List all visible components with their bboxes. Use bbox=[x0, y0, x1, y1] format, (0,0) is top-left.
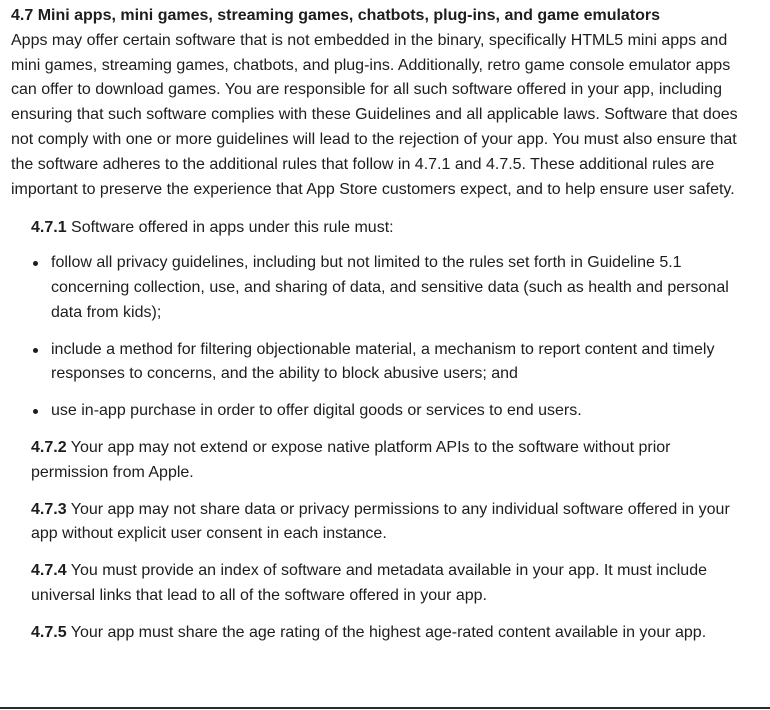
rule-text: Your app may not extend or expose native platform APIs to the software without prior permission from Apple. bbox=[31, 438, 671, 481]
rule-4-7-1-list bbox=[31, 251, 751, 424]
bullet-dot-icon bbox=[33, 261, 38, 266]
guideline-section bbox=[11, 4, 763, 646]
rule-4-7-3 bbox=[31, 498, 751, 548]
rule-text: Software offered in apps under this rule must: bbox=[66, 219, 394, 237]
rule-number: 4.7.5 bbox=[31, 623, 67, 641]
section-intro: Apps may offer certain software that is not embedded in the binary, specifically HTML5 mini apps and mini games, streaming games, chatbots, and plug-ins. Additionally, retro game console emulator apps can offer to download games. You are responsible for all such software offered in your app, including ensuring that such software complies with these Guidelines and all applicable laws. Software that does not comply with one or more guidelines will lead to the rejection of your app. You must also ensure that the software adheres to the additional rules that follow in 4.7.1 and 4.7.5. These additional rules are important to preserve the experience that App Store customers expect, and to help ensure user safety. bbox=[11, 31, 738, 198]
rule-number: 4.7.1 bbox=[31, 219, 67, 237]
list-item-text: use in-app purchase in order to offer digital goods or services to end users. bbox=[51, 402, 582, 420]
bullet-dot-icon bbox=[33, 348, 38, 353]
rule-4-7-2 bbox=[31, 436, 751, 486]
rule-4-7-1 bbox=[31, 216, 751, 241]
subrules bbox=[31, 216, 751, 645]
rule-text: Your app may not share data or privacy permissions to any individual software offered in your app without explicit user consent in each instance. bbox=[31, 500, 730, 543]
list-item bbox=[31, 399, 751, 424]
rule-number: 4.7.4 bbox=[31, 562, 67, 580]
rule-4-7-4 bbox=[31, 559, 751, 609]
list-item bbox=[31, 338, 751, 388]
bullet-dot-icon bbox=[33, 409, 38, 414]
rule-number: 4.7.2 bbox=[31, 438, 67, 456]
list-item-text: include a method for filtering objectionable material, a mechanism to report content and timely responses to concerns, and the ability to block abusive users; and bbox=[51, 340, 715, 383]
list-item-text: follow all privacy guidelines, including but not limited to the rules set forth in Guideline 5.1 concerning collection, use, and sharing of data, and sensitive data (such as health and personal data from kids); bbox=[51, 254, 729, 321]
bottom-divider bbox=[0, 707, 770, 709]
list-item bbox=[31, 251, 751, 325]
section-heading: 4.7 Mini apps, mini games, streaming games, chatbots, plug-ins, and game emulators bbox=[11, 7, 661, 24]
rule-number: 4.7.3 bbox=[31, 500, 67, 518]
rule-4-7-5 bbox=[31, 621, 751, 646]
rule-text: Your app must share the age rating of the highest age-rated content available in your app. bbox=[66, 623, 707, 641]
rule-text: You must provide an index of software and metadata available in your app. It must include universal links that lead to all of the software offered in your app. bbox=[31, 562, 707, 604]
